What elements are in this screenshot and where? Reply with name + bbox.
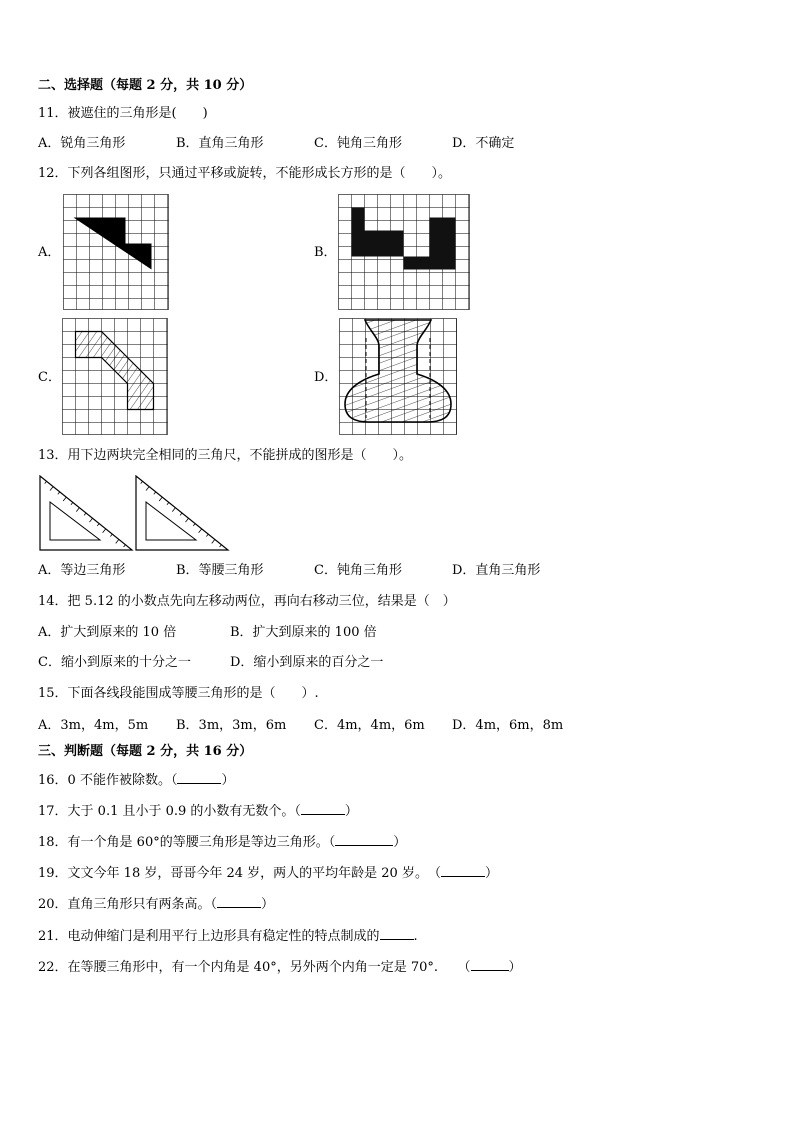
q17-close: ） <box>344 804 358 819</box>
q15-option-b[interactable]: B．3m，3m，6m <box>176 718 287 733</box>
q21-close: . <box>413 929 418 944</box>
question-14-stem: 14．把 5.12 的小数点先向左移动两位，再向右移动三位，结果是（ ） <box>38 594 456 609</box>
ruler-tick <box>50 487 53 491</box>
ruler-tick <box>63 497 66 501</box>
question-15-stem: 15．下面各线段能围成等腰三角形的是（ ）. <box>38 686 319 701</box>
ruler-tick <box>199 529 202 533</box>
question-21 <box>38 927 418 945</box>
ruler-tick <box>45 481 47 483</box>
shape-d-vase <box>345 320 451 422</box>
q13-option-b[interactable]: B．等腰三角形 <box>176 563 264 578</box>
ruler-tick <box>180 513 182 515</box>
q22-close: ） <box>508 960 522 975</box>
ruler-tick <box>76 508 79 512</box>
q20-text: 20．直角三角形只有两条高。（ <box>38 897 218 912</box>
q12-label-b[interactable]: B． <box>314 245 337 260</box>
q20-close: ） <box>261 897 275 912</box>
q13-option-c[interactable]: C．钝角三角形 <box>314 563 402 578</box>
shape-a <box>74 218 152 270</box>
q11-option-a[interactable]: A．锐角三角形 <box>38 136 126 151</box>
q22-answer-blank[interactable] <box>471 958 509 971</box>
ruler-tick <box>141 481 143 483</box>
q17-text: 17．大于 0.1 且小于 0.9 的小数有无数个。（ <box>38 804 301 819</box>
q21-answer-blank[interactable] <box>380 927 414 940</box>
q16-text: 16．0 不能作被除数。（ <box>38 773 178 788</box>
q12-label-a[interactable]: A． <box>38 245 61 260</box>
q12-label-c[interactable]: C． <box>38 370 61 385</box>
q16-answer-blank[interactable] <box>177 771 221 784</box>
question-11-stem: 11．被遮住的三角形是( ) <box>38 106 208 121</box>
q17-answer-blank[interactable] <box>301 802 345 815</box>
ruler-tick <box>193 524 195 526</box>
ruler-tick <box>167 502 169 504</box>
q22-text: 22．在等腰三角形中，有一个内角是 40°，另外两个内角一定是 70°. （ <box>38 960 471 975</box>
q18-text: 18．有一个角是 60°的等腰三角形是等边三角形。（ <box>38 835 336 850</box>
ruler-tick <box>220 545 222 547</box>
q11-option-d[interactable]: D．不确定 <box>452 136 515 151</box>
question-12-stem: 12．下列各组图形，只通过平移或旋转，不能形成长方形的是（ ）。 <box>38 166 452 181</box>
q19-close: ） <box>484 866 498 881</box>
question-13-stem: 13．用下边两块完全相同的三角尺，不能拼成的图形是（ ）。 <box>38 448 413 463</box>
q16-close: ） <box>221 773 235 788</box>
q20-answer-blank[interactable] <box>217 895 261 908</box>
question-18 <box>38 833 406 851</box>
ruler-tick <box>159 497 162 501</box>
ruler-tick <box>185 518 188 522</box>
section-heading-choice: 二、选择题（每题 2 分，共 10 分） <box>38 78 253 93</box>
question-19 <box>38 864 498 882</box>
q14-option-d[interactable]: D．缩小到原来的百分之一 <box>230 655 384 670</box>
q15-option-c[interactable]: C．4m，4m，6m <box>314 718 425 733</box>
shape-b-right <box>404 218 456 270</box>
grid-a <box>64 195 169 310</box>
q12-figure-d <box>339 318 457 435</box>
ruler-tick <box>146 487 149 491</box>
section-heading-judgement: 三、判断题（每题 2 分，共 16 分） <box>38 744 253 759</box>
set-square-left <box>38 474 134 552</box>
q19-answer-blank[interactable] <box>441 864 485 877</box>
q15-option-d[interactable]: D．4m，6m，8m <box>452 718 564 733</box>
ruler-tick <box>97 524 99 526</box>
q15-option-a[interactable]: A．3m，4m，5m <box>38 718 149 733</box>
question-17 <box>38 802 358 820</box>
ruler-tick <box>154 492 156 494</box>
q18-answer-blank[interactable] <box>335 833 393 846</box>
q12-figure-b <box>338 194 470 310</box>
ruler-tick <box>110 534 112 536</box>
ruler-tick <box>71 502 73 504</box>
set-square-right <box>134 474 230 552</box>
ruler-tick <box>172 508 175 512</box>
q18-close: ） <box>393 835 407 850</box>
ruler-tick <box>124 545 126 547</box>
q11-option-b[interactable]: B．直角三角形 <box>176 136 264 151</box>
ruler-tick <box>84 513 86 515</box>
ruler-tick <box>212 539 215 543</box>
q21-text: 21．电动伸缩门是利用平行上边形具有稳定性的特点制成的 <box>38 929 380 944</box>
q14-option-a[interactable]: A．扩大到原来的 10 倍 <box>38 625 177 640</box>
ruler-tick <box>116 539 119 543</box>
question-16 <box>38 771 234 789</box>
q12-label-d[interactable]: D． <box>314 370 338 385</box>
q19-text: 19．文文今年 18 岁，哥哥今年 24 岁，两人的平均年龄是 20 岁。 （ <box>38 866 441 881</box>
q14-option-b[interactable]: B．扩大到原来的 100 倍 <box>230 625 377 640</box>
q12-figure-a <box>63 194 169 310</box>
ruler-tick <box>206 534 208 536</box>
q13-option-a[interactable]: A．等边三角形 <box>38 563 126 578</box>
ruler-tick <box>103 529 106 533</box>
q14-option-c[interactable]: C．缩小到原来的十分之一 <box>38 655 191 670</box>
q12-figure-c <box>62 318 168 435</box>
q11-option-c[interactable]: C．钝角三角形 <box>314 136 402 151</box>
ruler-tick <box>89 518 92 522</box>
question-22 <box>38 958 522 976</box>
question-20 <box>38 895 274 913</box>
ruler-tick <box>58 492 60 494</box>
q13-option-d[interactable]: D．直角三角形 <box>452 563 541 578</box>
